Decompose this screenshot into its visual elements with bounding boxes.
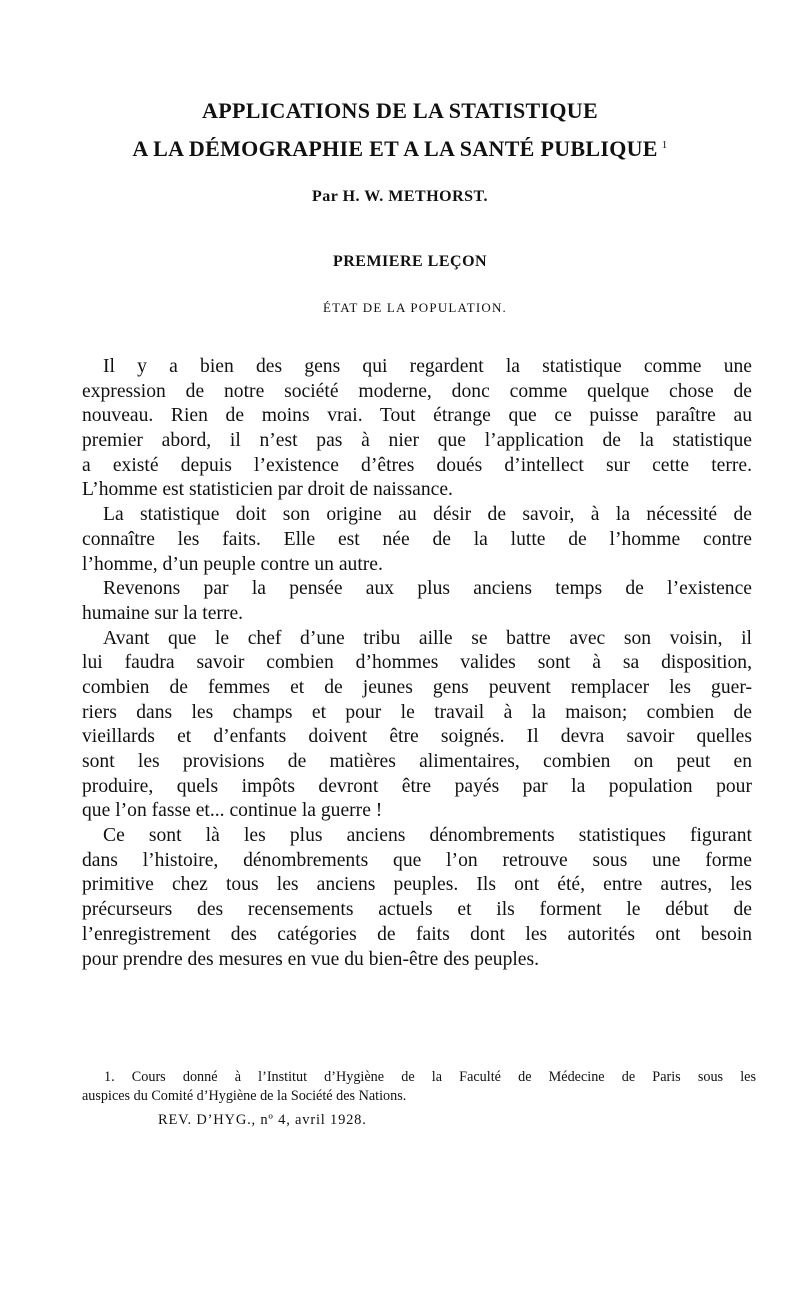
body-line: combien de femmes et de jeunes gens peuvent remplacer les guer- xyxy=(82,676,752,698)
body-line: L’homme est statisticien par droit de naissance. xyxy=(82,479,453,501)
body-text xyxy=(82,355,752,972)
body-line: pour prendre des mesures en vue du bien-être des peuples. xyxy=(82,948,540,970)
body-line: a existé depuis l’existence d’êtres doués d’intellect sur cette terre. xyxy=(82,454,752,476)
body-line: lui faudra savoir combien d’hommes valides sont à sa disposition, xyxy=(82,652,752,674)
article-title-line-2 xyxy=(0,136,800,162)
body-line: précurseurs des recensements actuels et ils forment le début de xyxy=(82,899,752,921)
author-prefix: Par xyxy=(311,188,339,205)
body-line: l’homme, d’un peuple contre un autre. xyxy=(82,553,383,575)
body-line: primitive chez tous les anciens peuples. Ils ont été, entre autres, les xyxy=(82,874,752,896)
footnote xyxy=(82,1068,756,1106)
body-line: nouveau. Rien de moins vrai. Tout étrange que ce puisse paraître au xyxy=(82,405,752,427)
body-line: l’enregistrement des catégories de faits dont les autorités ont besoin xyxy=(82,923,752,945)
section-heading: ÉTAT DE LA POPULATION. xyxy=(322,300,507,315)
body-line: que l’on fasse et... continue la guerre ! xyxy=(82,800,383,822)
body-line: Avant que le chef d’une tribu aille se battre avec son voisin, il xyxy=(103,627,752,649)
body-line: La statistique doit son origine au désir de savoir, à la nécessité de xyxy=(103,504,752,526)
body-line: humaine sur la terre. xyxy=(82,602,244,624)
body-line: sont les provisions de matières alimentaires, combien on peut en xyxy=(82,751,752,772)
author-byline xyxy=(0,188,800,206)
body-line: produire, quels impôts devront être payés par la population pour xyxy=(82,775,752,797)
body-line: expression de notre société moderne, donc comme quelque chose de xyxy=(82,380,752,402)
author-name: H. W. METHORST. xyxy=(342,188,489,205)
body-line: Revenons par la pensée aux plus anciens temps de l’existence xyxy=(103,578,752,600)
body-line: Il y a bien des gens qui regardent la statistique comme une xyxy=(103,356,752,377)
title-footnote-mark: 1 xyxy=(661,138,668,151)
body-line: premier abord, il n’est pas à nier que l’application de la statistique xyxy=(82,430,752,452)
body-line: Ce sont là les plus anciens dénombrements statistiques figurant xyxy=(103,825,752,847)
body-line: dans l’histoire, dénombrements que l’on retrouve sous une forme xyxy=(82,849,752,871)
lecture-heading: PREMIERE LEÇON xyxy=(332,253,488,270)
article-title-line-1: APPLICATIONS DE LA STATISTIQUE xyxy=(202,98,598,123)
footnote-line-1: 1. Cours donné à l’Institut d’Hygiène de la Faculté de Médecine de Paris sous les xyxy=(104,1069,756,1085)
footnote-line-2: auspices du Comité d’Hygiène de la Société des Nations. xyxy=(82,1088,407,1104)
journal-reference: REV. D’HYG., nº 4, avril 1928. xyxy=(158,1112,367,1128)
body-line: connaître les faits. Elle est née de la lutte de l’homme contre xyxy=(82,528,752,550)
article-title-line-2-text: A LA DÉMOGRAPHIE ET A LA SANTÉ PUBLIQUE xyxy=(132,136,658,161)
body-line: vieillards et d’enfants doivent être soignés. Il devra savoir quelles xyxy=(82,726,752,748)
body-line: riers dans les champs et pour le travail à la maison; combien de xyxy=(82,701,752,723)
